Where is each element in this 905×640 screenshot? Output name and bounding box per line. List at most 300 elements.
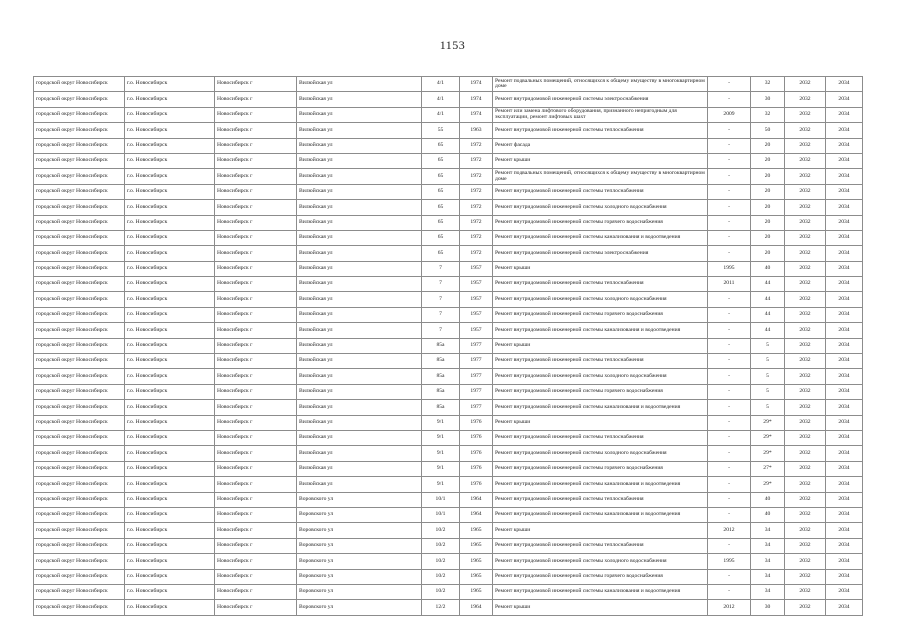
house-number-cell: 12/2 — [422, 600, 460, 615]
municipality-cell: городской округ Новосибирск — [34, 215, 125, 230]
municipality-cell: городской округ Новосибирск — [34, 277, 125, 292]
service-life-cell: 29* — [751, 430, 785, 445]
house-number-cell: 65 — [422, 200, 460, 215]
prior-repair-year-cell: - — [708, 384, 751, 399]
service-life-cell: 29* — [751, 477, 785, 492]
planned-end-year-cell: 2034 — [826, 246, 863, 261]
city-cell: Новосибирск г — [215, 307, 297, 322]
prior-repair-year-cell: 1995 — [708, 554, 751, 569]
service-life-cell: 20 — [751, 230, 785, 245]
house-number-cell: 7 — [422, 292, 460, 307]
district-cell: г.о. Новосибирск — [125, 523, 215, 538]
work-type-cell: Ремонт внутридомовой инженерной системы электроснабжения — [493, 246, 708, 261]
planned-start-year-cell: 2032 — [785, 92, 826, 107]
work-type-cell: Ремонт внутридомовой инженерной системы горячего водоснабжения — [493, 215, 708, 230]
planned-start-year-cell: 2032 — [785, 492, 826, 507]
house-number-cell: 9/1 — [422, 415, 460, 430]
district-cell: г.о. Новосибирск — [125, 153, 215, 168]
municipality-cell: городской округ Новосибирск — [34, 230, 125, 245]
street-cell: Вилюйская ул — [297, 169, 422, 184]
work-type-cell: Ремонт крыши — [493, 153, 708, 168]
planned-start-year-cell: 2032 — [785, 77, 826, 92]
planned-end-year-cell: 2034 — [826, 477, 863, 492]
prior-repair-year-cell: - — [708, 153, 751, 168]
district-cell: г.о. Новосибирск — [125, 277, 215, 292]
work-type-cell: Ремонт внутридомовой инженерной системы теплоснабжения — [493, 430, 708, 445]
prior-repair-year-cell: - — [708, 569, 751, 584]
planned-end-year-cell: 2034 — [826, 215, 863, 230]
city-cell: Новосибирск г — [215, 184, 297, 199]
city-cell: Новосибирск г — [215, 338, 297, 353]
prior-repair-year-cell: - — [708, 584, 751, 599]
city-cell: Новосибирск г — [215, 92, 297, 107]
planned-start-year-cell: 2032 — [785, 200, 826, 215]
district-cell: г.о. Новосибирск — [125, 554, 215, 569]
planned-start-year-cell: 2032 — [785, 215, 826, 230]
work-type-cell: Ремонт внутридомовой инженерной системы электроснабжения — [493, 92, 708, 107]
table-row — [34, 246, 863, 261]
prior-repair-year-cell: 2012 — [708, 523, 751, 538]
build-year-cell: 1976 — [460, 477, 493, 492]
build-year-cell: 1965 — [460, 584, 493, 599]
table-row — [34, 354, 863, 369]
work-type-cell: Ремонт внутридомовой инженерной системы холодного водоснабжения — [493, 446, 708, 461]
planned-end-year-cell: 2034 — [826, 400, 863, 415]
table-row — [34, 307, 863, 322]
service-life-cell: 44 — [751, 277, 785, 292]
district-cell: г.о. Новосибирск — [125, 200, 215, 215]
district-cell: г.о. Новосибирск — [125, 492, 215, 507]
build-year-cell: 1977 — [460, 354, 493, 369]
planned-end-year-cell: 2034 — [826, 538, 863, 553]
city-cell: Новосибирск г — [215, 138, 297, 153]
prior-repair-year-cell: 2009 — [708, 107, 751, 122]
planned-end-year-cell: 2034 — [826, 153, 863, 168]
prior-repair-year-cell: - — [708, 538, 751, 553]
house-number-cell: 85а — [422, 384, 460, 399]
build-year-cell: 1972 — [460, 200, 493, 215]
work-type-cell: Ремонт внутридомовой инженерной системы холодного водоснабжения — [493, 292, 708, 307]
table-row — [34, 523, 863, 538]
district-cell: г.о. Новосибирск — [125, 507, 215, 522]
planned-start-year-cell: 2032 — [785, 477, 826, 492]
work-type-cell: Ремонт внутридомовой инженерной системы теплоснабжения — [493, 184, 708, 199]
planned-start-year-cell: 2032 — [785, 384, 826, 399]
table-row — [34, 507, 863, 522]
planned-start-year-cell: 2032 — [785, 461, 826, 476]
prior-repair-year-cell: 1995 — [708, 261, 751, 276]
street-cell: Вилюйская ул — [297, 200, 422, 215]
municipality-cell: городской округ Новосибирск — [34, 261, 125, 276]
planned-start-year-cell: 2032 — [785, 184, 826, 199]
service-life-cell: 34 — [751, 554, 785, 569]
district-cell: г.о. Новосибирск — [125, 123, 215, 138]
planned-end-year-cell: 2034 — [826, 261, 863, 276]
district-cell: г.о. Новосибирск — [125, 569, 215, 584]
street-cell: Воровского ул — [297, 492, 422, 507]
house-number-cell: 85а — [422, 354, 460, 369]
table-row — [34, 430, 863, 445]
work-type-cell: Ремонт внутридомовой инженерной системы теплоснабжения — [493, 538, 708, 553]
city-cell: Новосибирск г — [215, 477, 297, 492]
house-number-cell: 55 — [422, 123, 460, 138]
prior-repair-year-cell: - — [708, 430, 751, 445]
street-cell: Вилюйская ул — [297, 123, 422, 138]
city-cell: Новосибирск г — [215, 215, 297, 230]
municipality-cell: городской округ Новосибирск — [34, 184, 125, 199]
planned-start-year-cell: 2032 — [785, 230, 826, 245]
build-year-cell: 1957 — [460, 307, 493, 322]
street-cell: Вилюйская ул — [297, 307, 422, 322]
city-cell: Новосибирск г — [215, 261, 297, 276]
table-row — [34, 446, 863, 461]
city-cell: Новосибирск г — [215, 415, 297, 430]
district-cell: г.о. Новосибирск — [125, 600, 215, 615]
service-life-cell: 20 — [751, 246, 785, 261]
house-number-cell: 7 — [422, 323, 460, 338]
planned-end-year-cell: 2034 — [826, 277, 863, 292]
planned-start-year-cell: 2032 — [785, 538, 826, 553]
planned-start-year-cell: 2032 — [785, 138, 826, 153]
table-row — [34, 215, 863, 230]
prior-repair-year-cell: - — [708, 246, 751, 261]
service-life-cell: 20 — [751, 138, 785, 153]
work-type-cell: Ремонт внутридомовой инженерной системы канализования и водоотведения — [493, 507, 708, 522]
street-cell: Вилюйская ул — [297, 338, 422, 353]
street-cell: Вилюйская ул — [297, 415, 422, 430]
municipality-cell: городской округ Новосибирск — [34, 153, 125, 168]
city-cell: Новосибирск г — [215, 292, 297, 307]
work-type-cell: Ремонт фасада — [493, 138, 708, 153]
build-year-cell: 1972 — [460, 169, 493, 184]
street-cell: Вилюйская ул — [297, 461, 422, 476]
planned-start-year-cell: 2032 — [785, 569, 826, 584]
planned-start-year-cell: 2032 — [785, 277, 826, 292]
house-number-cell: 4/1 — [422, 92, 460, 107]
prior-repair-year-cell: 2011 — [708, 277, 751, 292]
build-year-cell: 1974 — [460, 107, 493, 122]
planned-start-year-cell: 2032 — [785, 400, 826, 415]
table-row — [34, 123, 863, 138]
build-year-cell: 1972 — [460, 215, 493, 230]
municipality-cell: городской округ Новосибирск — [34, 354, 125, 369]
house-number-cell: 4/1 — [422, 77, 460, 92]
prior-repair-year-cell: - — [708, 492, 751, 507]
planned-end-year-cell: 2034 — [826, 600, 863, 615]
planned-end-year-cell: 2034 — [826, 415, 863, 430]
build-year-cell: 1957 — [460, 292, 493, 307]
build-year-cell: 1972 — [460, 153, 493, 168]
work-type-cell: Ремонт внутридомовой инженерной системы канализования и водоотведения — [493, 400, 708, 415]
planned-end-year-cell: 2034 — [826, 584, 863, 599]
planned-end-year-cell: 2034 — [826, 307, 863, 322]
build-year-cell: 1976 — [460, 415, 493, 430]
house-number-cell: 85а — [422, 338, 460, 353]
planned-end-year-cell: 2034 — [826, 554, 863, 569]
planned-end-year-cell: 2034 — [826, 384, 863, 399]
planned-start-year-cell: 2032 — [785, 446, 826, 461]
city-cell: Новосибирск г — [215, 246, 297, 261]
street-cell: Вилюйская ул — [297, 369, 422, 384]
municipality-cell: городской округ Новосибирск — [34, 446, 125, 461]
build-year-cell: 1976 — [460, 461, 493, 476]
prior-repair-year-cell: - — [708, 200, 751, 215]
district-cell: г.о. Новосибирск — [125, 307, 215, 322]
service-life-cell: 27* — [751, 461, 785, 476]
street-cell: Вилюйская ул — [297, 92, 422, 107]
street-cell: Воровского ул — [297, 523, 422, 538]
prior-repair-year-cell: - — [708, 369, 751, 384]
service-life-cell: 32 — [751, 77, 785, 92]
city-cell: Новосибирск г — [215, 277, 297, 292]
city-cell: Новосибирск г — [215, 507, 297, 522]
planned-start-year-cell: 2032 — [785, 523, 826, 538]
work-type-cell: Ремонт внутридомовой инженерной системы горячего водоснабжения — [493, 384, 708, 399]
service-life-cell: 20 — [751, 169, 785, 184]
house-number-cell: 10/2 — [422, 584, 460, 599]
district-cell: г.о. Новосибирск — [125, 169, 215, 184]
planned-start-year-cell: 2032 — [785, 415, 826, 430]
district-cell: г.о. Новосибирск — [125, 215, 215, 230]
table-row — [34, 369, 863, 384]
work-type-cell: Ремонт крыши — [493, 415, 708, 430]
service-life-cell: 5 — [751, 384, 785, 399]
service-life-cell: 29* — [751, 446, 785, 461]
district-cell: г.о. Новосибирск — [125, 246, 215, 261]
table-row — [34, 138, 863, 153]
house-number-cell: 10/2 — [422, 569, 460, 584]
municipality-cell: городской округ Новосибирск — [34, 569, 125, 584]
street-cell: Воровского ул — [297, 554, 422, 569]
municipality-cell: городской округ Новосибирск — [34, 600, 125, 615]
municipality-cell: городской округ Новосибирск — [34, 584, 125, 599]
municipality-cell: городской округ Новосибирск — [34, 415, 125, 430]
house-number-cell: 65 — [422, 184, 460, 199]
municipality-cell: городской округ Новосибирск — [34, 523, 125, 538]
street-cell: Воровского ул — [297, 507, 422, 522]
street-cell: Вилюйская ул — [297, 261, 422, 276]
build-year-cell: 1964 — [460, 507, 493, 522]
build-year-cell: 1965 — [460, 523, 493, 538]
table-row — [34, 77, 863, 92]
city-cell: Новосибирск г — [215, 77, 297, 92]
prior-repair-year-cell: - — [708, 461, 751, 476]
service-life-cell: 44 — [751, 307, 785, 322]
planned-end-year-cell: 2034 — [826, 200, 863, 215]
service-life-cell: 30 — [751, 600, 785, 615]
page-number: 1153 — [439, 38, 466, 52]
municipality-cell: городской округ Новосибирск — [34, 77, 125, 92]
planned-start-year-cell: 2032 — [785, 430, 826, 445]
street-cell: Вилюйская ул — [297, 77, 422, 92]
planned-start-year-cell: 2032 — [785, 292, 826, 307]
house-number-cell: 10/1 — [422, 492, 460, 507]
build-year-cell: 1957 — [460, 277, 493, 292]
table-row — [34, 415, 863, 430]
house-number-cell: 9/1 — [422, 477, 460, 492]
table-row — [34, 200, 863, 215]
work-type-cell: Ремонт внутридомовой инженерной системы горячего водоснабжения — [493, 461, 708, 476]
service-life-cell: 34 — [751, 538, 785, 553]
planned-end-year-cell: 2034 — [826, 492, 863, 507]
street-cell: Вилюйская ул — [297, 446, 422, 461]
build-year-cell: 1976 — [460, 430, 493, 445]
city-cell: Новосибирск г — [215, 384, 297, 399]
prior-repair-year-cell: - — [708, 507, 751, 522]
build-year-cell: 1964 — [460, 492, 493, 507]
street-cell: Вилюйская ул — [297, 292, 422, 307]
build-year-cell: 1977 — [460, 338, 493, 353]
street-cell: Вилюйская ул — [297, 384, 422, 399]
district-cell: г.о. Новосибирск — [125, 138, 215, 153]
planned-start-year-cell: 2032 — [785, 369, 826, 384]
district-cell: г.о. Новосибирск — [125, 107, 215, 122]
service-life-cell: 20 — [751, 215, 785, 230]
prior-repair-year-cell: - — [708, 92, 751, 107]
city-cell: Новосибирск г — [215, 569, 297, 584]
build-year-cell: 1957 — [460, 261, 493, 276]
city-cell: Новосибирск г — [215, 446, 297, 461]
planned-end-year-cell: 2034 — [826, 230, 863, 245]
municipality-cell: городской округ Новосибирск — [34, 477, 125, 492]
planned-end-year-cell: 2034 — [826, 323, 863, 338]
city-cell: Новосибирск г — [215, 538, 297, 553]
planned-start-year-cell: 2032 — [785, 261, 826, 276]
municipality-cell: городской округ Новосибирск — [34, 338, 125, 353]
prior-repair-year-cell: - — [708, 477, 751, 492]
house-number-cell: 7 — [422, 277, 460, 292]
table-row — [34, 230, 863, 245]
work-type-cell: Ремонт внутридомовой инженерной системы холодного водоснабжения — [493, 554, 708, 569]
city-cell: Новосибирск г — [215, 554, 297, 569]
planned-end-year-cell: 2034 — [826, 92, 863, 107]
city-cell: Новосибирск г — [215, 400, 297, 415]
municipality-cell: городской округ Новосибирск — [34, 138, 125, 153]
table-row — [34, 277, 863, 292]
street-cell: Вилюйская ул — [297, 153, 422, 168]
build-year-cell: 1977 — [460, 384, 493, 399]
planned-end-year-cell: 2034 — [826, 338, 863, 353]
municipality-cell: городской округ Новосибирск — [34, 92, 125, 107]
district-cell: г.о. Новосибирск — [125, 461, 215, 476]
house-number-cell: 9/1 — [422, 461, 460, 476]
house-number-cell: 65 — [422, 230, 460, 245]
planned-start-year-cell: 2032 — [785, 307, 826, 322]
table-row — [34, 169, 863, 184]
prior-repair-year-cell: - — [708, 77, 751, 92]
planned-end-year-cell: 2034 — [826, 292, 863, 307]
planned-end-year-cell: 2034 — [826, 523, 863, 538]
city-cell: Новосибирск г — [215, 323, 297, 338]
district-cell: г.о. Новосибирск — [125, 400, 215, 415]
street-cell: Вилюйская ул — [297, 215, 422, 230]
work-type-cell: Ремонт или замена лифтового оборудования, признанного непригодным для эксплуатации, ремонт лифтовых шахт — [493, 107, 708, 122]
planned-start-year-cell: 2032 — [785, 323, 826, 338]
planned-end-year-cell: 2034 — [826, 430, 863, 445]
planned-start-year-cell: 2032 — [785, 507, 826, 522]
planned-end-year-cell: 2034 — [826, 169, 863, 184]
build-year-cell: 1965 — [460, 569, 493, 584]
city-cell: Новосибирск г — [215, 600, 297, 615]
district-cell: г.о. Новосибирск — [125, 184, 215, 199]
prior-repair-year-cell: - — [708, 354, 751, 369]
table-row — [34, 492, 863, 507]
district-cell: г.о. Новосибирск — [125, 384, 215, 399]
service-life-cell: 29* — [751, 415, 785, 430]
municipality-cell: городской округ Новосибирск — [34, 400, 125, 415]
district-cell: г.о. Новосибирск — [125, 261, 215, 276]
prior-repair-year-cell: - — [708, 138, 751, 153]
service-life-cell: 5 — [751, 338, 785, 353]
table-row — [34, 184, 863, 199]
planned-start-year-cell: 2032 — [785, 338, 826, 353]
work-type-cell: Ремонт внутридомовой инженерной системы теплоснабжения — [493, 354, 708, 369]
city-cell: Новосибирск г — [215, 153, 297, 168]
table-row — [34, 477, 863, 492]
service-life-cell: 20 — [751, 200, 785, 215]
planned-start-year-cell: 2032 — [785, 246, 826, 261]
city-cell: Новосибирск г — [215, 354, 297, 369]
build-year-cell: 1957 — [460, 323, 493, 338]
city-cell: Новосибирск г — [215, 430, 297, 445]
district-cell: г.о. Новосибирск — [125, 415, 215, 430]
work-type-cell: Ремонт внутридомовой инженерной системы горячего водоснабжения — [493, 307, 708, 322]
table-row — [34, 584, 863, 599]
district-cell: г.о. Новосибирск — [125, 323, 215, 338]
build-year-cell: 1976 — [460, 446, 493, 461]
work-type-cell: Ремонт внутридомовой инженерной системы канализования и водоотведения — [493, 323, 708, 338]
street-cell: Вилюйская ул — [297, 277, 422, 292]
municipality-cell: городской округ Новосибирск — [34, 538, 125, 553]
house-number-cell: 65 — [422, 153, 460, 168]
city-cell: Новосибирск г — [215, 107, 297, 122]
table-row — [34, 384, 863, 399]
planned-end-year-cell: 2034 — [826, 77, 863, 92]
prior-repair-year-cell: - — [708, 123, 751, 138]
planned-end-year-cell: 2034 — [826, 184, 863, 199]
service-life-cell: 40 — [751, 261, 785, 276]
service-life-cell: 40 — [751, 492, 785, 507]
prior-repair-year-cell: - — [708, 307, 751, 322]
planned-start-year-cell: 2032 — [785, 584, 826, 599]
house-number-cell: 65 — [422, 246, 460, 261]
street-cell: Вилюйская ул — [297, 230, 422, 245]
planned-end-year-cell: 2034 — [826, 354, 863, 369]
service-life-cell: 5 — [751, 369, 785, 384]
street-cell: Воровского ул — [297, 569, 422, 584]
service-life-cell: 5 — [751, 354, 785, 369]
build-year-cell: 1972 — [460, 184, 493, 199]
prior-repair-year-cell: - — [708, 184, 751, 199]
district-cell: г.о. Новосибирск — [125, 430, 215, 445]
planned-start-year-cell: 2032 — [785, 554, 826, 569]
house-number-cell: 65 — [422, 138, 460, 153]
service-life-cell: 30 — [751, 92, 785, 107]
work-type-cell: Ремонт подвальных помещений, относящихся к общему имуществу в многоквартирном доме — [493, 169, 708, 184]
district-cell: г.о. Новосибирск — [125, 292, 215, 307]
street-cell: Вилюйская ул — [297, 323, 422, 338]
street-cell: Вилюйская ул — [297, 107, 422, 122]
municipality-cell: городской округ Новосибирск — [34, 107, 125, 122]
planned-start-year-cell: 2032 — [785, 123, 826, 138]
house-number-cell: 85а — [422, 369, 460, 384]
house-number-cell: 4/1 — [422, 107, 460, 122]
build-year-cell: 1977 — [460, 369, 493, 384]
municipality-cell: городской округ Новосибирск — [34, 492, 125, 507]
city-cell: Новосибирск г — [215, 369, 297, 384]
work-type-cell: Ремонт крыши — [493, 600, 708, 615]
house-number-cell: 10/2 — [422, 554, 460, 569]
